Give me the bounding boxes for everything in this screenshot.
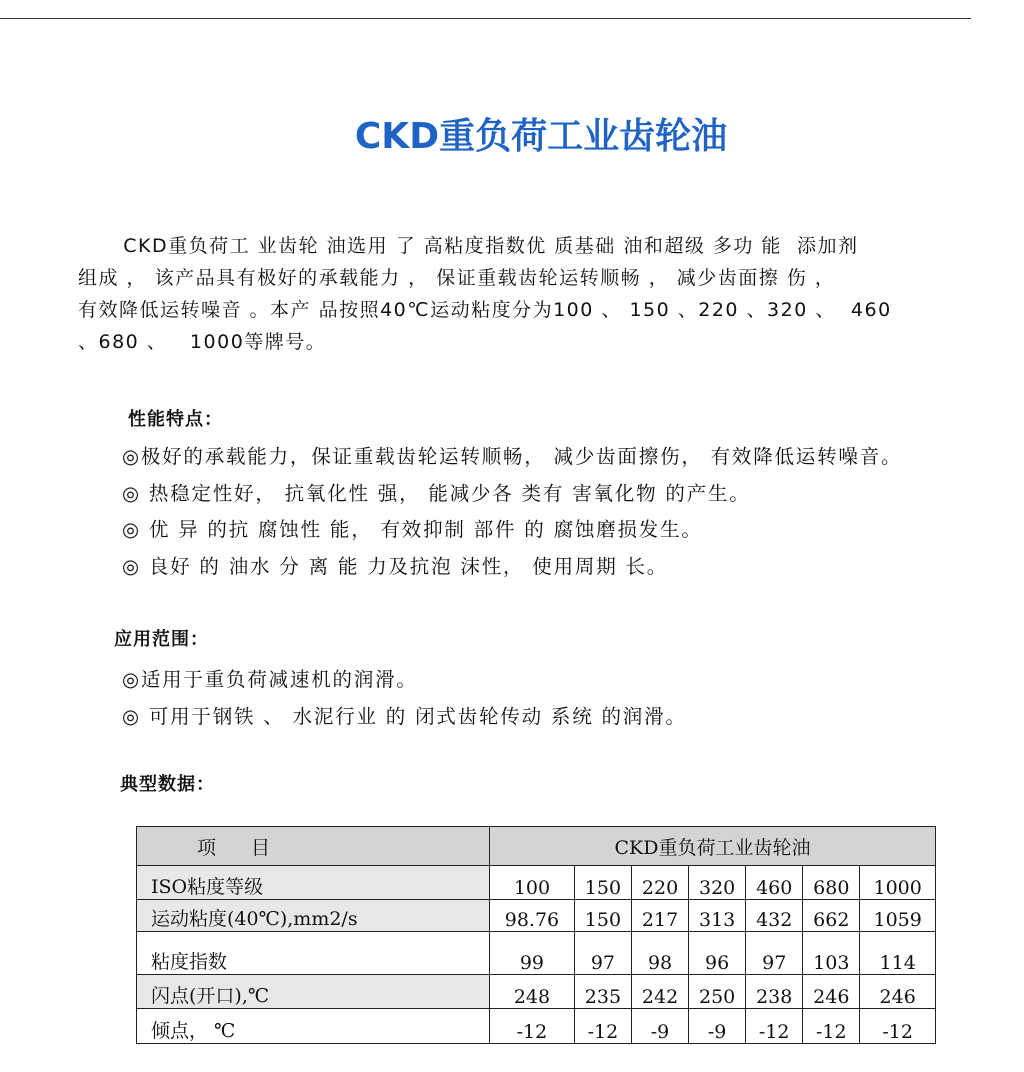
row-label: ISO粘度等级 xyxy=(137,866,490,900)
table-row xyxy=(137,900,936,932)
table-cell: -12 xyxy=(803,1009,860,1044)
application-item: ◎ 可用于钢铁 、 水泥行业 的 闭式齿轮传动 系统 的润滑。 xyxy=(122,704,687,728)
table-cell: 150 xyxy=(574,900,631,932)
table-cell: 320 xyxy=(689,866,746,900)
table-cell: 98 xyxy=(631,932,688,975)
typical-data-table xyxy=(136,826,936,1044)
feature-item: ◎ 优 异 的抗 腐蚀性 能， 有效抑制 部件 的 腐蚀磨损发生。 xyxy=(122,518,703,541)
row-label: 闪点(开口),℃ xyxy=(137,975,490,1009)
table-cell: 97 xyxy=(746,932,803,975)
applications-list xyxy=(122,662,1022,735)
table-cell: 1000 xyxy=(860,866,936,900)
table-cell: 238 xyxy=(746,975,803,1009)
table-cell: 242 xyxy=(631,975,688,1009)
table-header-item: 项 目 xyxy=(137,827,490,866)
table-header-product: CKD重负荷工业齿轮油 xyxy=(490,827,936,866)
intro-line: 组成 ， 该产品具有极好的承载能力 ， 保证重载齿轮运转顺畅 ， 减少齿面擦 伤 ， xyxy=(78,267,836,289)
table-cell: 98.76 xyxy=(490,900,575,932)
table-row xyxy=(137,932,936,975)
table-cell: 217 xyxy=(631,900,688,932)
intro-line: 有效降低运转噪音 。本产 品按照40℃运动粘度分为100 、 150 、220 、320 、 460 xyxy=(78,299,892,321)
feature-item: ◎ 热稳定性好， 抗氧化性 强， 能减少各 类有 害氧化物 的产生。 xyxy=(122,481,751,505)
table-cell: 246 xyxy=(803,975,860,1009)
table-cell: 114 xyxy=(860,932,936,975)
intro-paragraph xyxy=(78,230,958,358)
table-header-row xyxy=(137,827,936,866)
table-cell: 99 xyxy=(490,932,575,975)
table-row xyxy=(137,1009,936,1044)
row-label: 倾点， ℃ xyxy=(137,1009,490,1044)
table-cell: 432 xyxy=(746,900,803,932)
table-cell: -12 xyxy=(860,1009,936,1044)
table-cell: -9 xyxy=(631,1009,688,1044)
table-row xyxy=(137,866,936,900)
top-rule xyxy=(0,18,971,19)
table-cell: -12 xyxy=(574,1009,631,1044)
intro-line: CKD重负荷工 业齿轮 油选用 了 高粘度指数优 质基础 油和超级 多功 能 添加剂 xyxy=(78,235,859,257)
table-cell: 97 xyxy=(574,932,631,975)
table-cell: 662 xyxy=(803,900,860,932)
table-cell: 103 xyxy=(803,932,860,975)
feature-item: ◎ 良好 的 油水 分 离 能 力及抗泡 沫性， 使用周期 长。 xyxy=(122,554,669,578)
table-cell: 246 xyxy=(860,975,936,1009)
table-cell: 1059 xyxy=(860,900,936,932)
row-label: 粘度指数 xyxy=(137,932,490,975)
table-cell: 150 xyxy=(574,866,631,900)
page-title: CKD重负荷工业齿轮油 xyxy=(354,116,728,157)
table-cell: 220 xyxy=(631,866,688,900)
features-heading: 性能特点： xyxy=(128,409,223,430)
table-cell: 100 xyxy=(490,866,575,900)
applications-heading: 应用范围： xyxy=(114,629,209,650)
table-cell: 250 xyxy=(689,975,746,1009)
table-cell: 248 xyxy=(490,975,575,1009)
feature-item: ◎极好的承载能力，保证重载齿轮运转顺畅， 减少齿面擦伤， 有效降低运转噪音。 xyxy=(122,445,903,468)
table-cell: 235 xyxy=(574,975,631,1009)
table-cell: 96 xyxy=(689,932,746,975)
table-cell: -9 xyxy=(689,1009,746,1044)
application-item: ◎适用于重负荷减速机的润滑。 xyxy=(122,668,418,691)
table-row xyxy=(137,975,936,1009)
typical-data-heading: 典型数据： xyxy=(120,774,215,795)
intro-line: 、680 、 1000等牌号。 xyxy=(78,331,327,353)
table-cell: 460 xyxy=(746,866,803,900)
table-cell: 680 xyxy=(803,866,860,900)
features-list xyxy=(122,439,1022,585)
table-cell: -12 xyxy=(490,1009,575,1044)
row-label: 运动粘度(40℃),mm2/s xyxy=(137,900,490,932)
table-cell: -12 xyxy=(746,1009,803,1044)
table-cell: 313 xyxy=(689,900,746,932)
